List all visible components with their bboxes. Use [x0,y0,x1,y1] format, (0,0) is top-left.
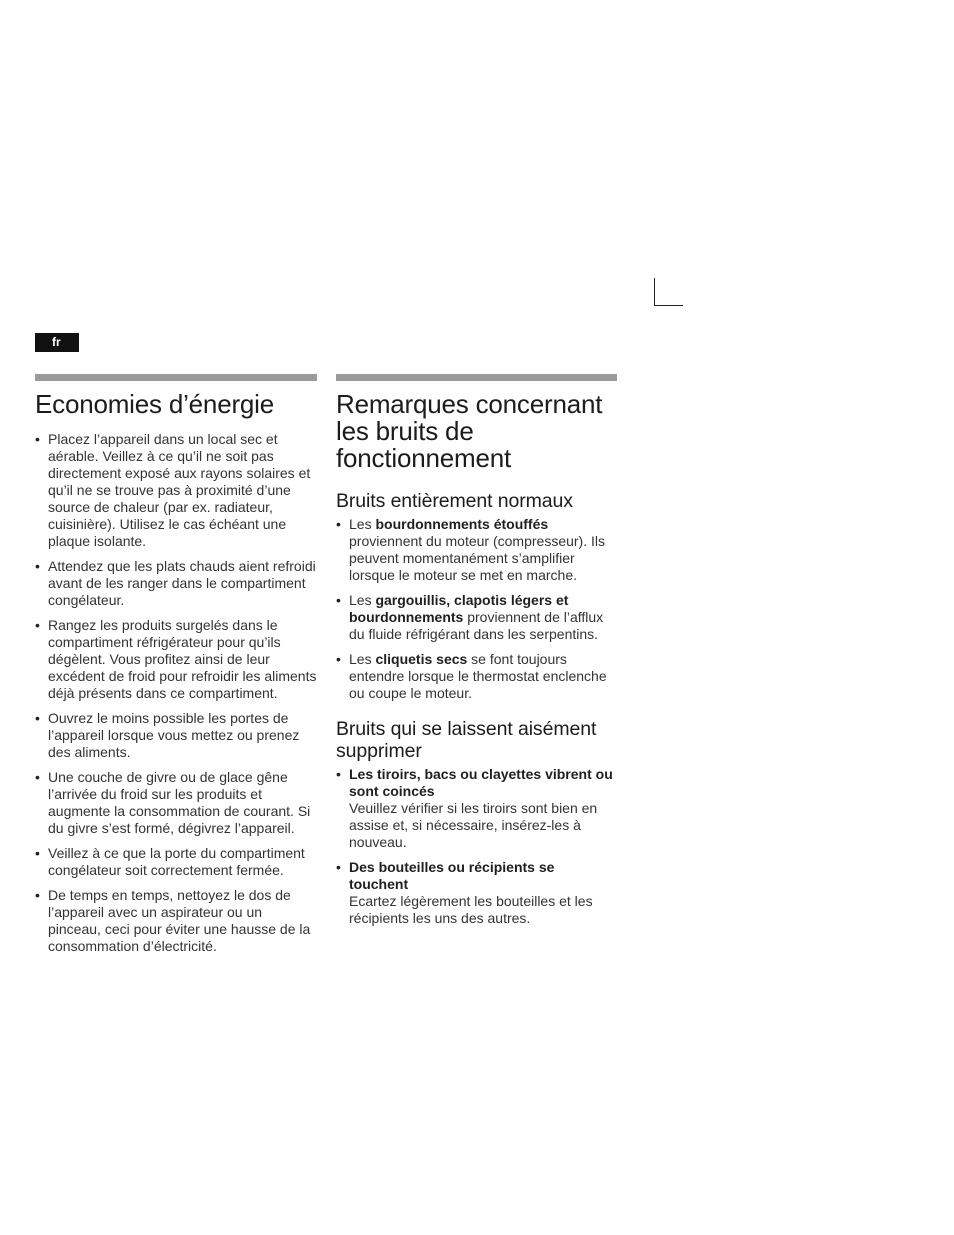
noise-remarks-column [336,374,617,935]
section-rule [35,374,317,381]
normal-noises-list [336,516,617,702]
list-item: • Attendez que les plats chauds aient refroidi avant de les ranger dans le compartiment congélateur. [35,558,317,609]
list-item: • Des bouteilles ou récipients se touchent Ecartez légèrement les bouteilles et les récipients les uns des autres. [336,859,617,927]
list-item: • Veillez à ce que la porte du compartiment congélateur soit correctement fermée. [35,845,317,879]
list-item: • Placez l’appareil dans un local sec et aérable. Veillez à ce qu’il ne soit pas directement exposé aux rayons solaires et qu’il ne se trouve pas à proximité d’une source de chaleur (par ex. radiateur, cuisinière). Utilisez le cas échéant une plaque isolante. [35,431,317,550]
list-item: • Les tiroirs, bacs ou clayettes vibrent ou sont coincés Veuillez vérifier si les tiroirs sont bien en assise et, si nécessaire, insérez-les à nouveau. [336,766,617,851]
energy-saving-title: Economies d’énergie [35,389,275,419]
language-badge: fr [35,333,79,352]
list-item: • Les bourdonnements étouffés proviennent du moteur (compresseur). Ils peuvent momentanément s’amplifier lorsque le moteur se met en marche. [336,516,617,584]
avoidable-noises-list [336,766,617,927]
list-item: • Une couche de givre ou de glace gêne l’arrivée du froid sur les produits et augmente la consommation de courant. Si du givre s’est formé, dégivrez l’appareil. [35,769,317,837]
noise-remarks-title: Remarques concernant les bruits de fonctionnement [336,389,603,473]
normal-noises-heading: Bruits entièrement normaux [336,490,573,512]
list-item: • Les cliquetis secs se font toujours entendre lorsque le thermostat enclenche ou coupe le moteur. [336,651,617,702]
section-rule [336,374,617,381]
list-item: • De temps en temps, nettoyez le dos de l’appareil avec un aspirateur ou un pinceau, ceci pour éviter une hausse de la consommation d’électricité. [35,887,317,955]
list-item: • Ouvrez le moins possible les portes de l’appareil lorsque vous mettez ou prenez des aliments. [35,710,317,761]
energy-saving-column [35,374,317,963]
energy-saving-list [35,431,317,955]
avoidable-noises-heading: Bruits qui se laissent aisément supprimer [336,718,597,762]
list-item: • Les gargouillis, clapotis légers et bourdonnements proviennent de l’afflux du fluide réfrigérant dans les serpentins. [336,592,617,643]
list-item: • Rangez les produits surgelés dans le compartiment réfrigérateur pour qu’ils dégèlent. Vous profitez ainsi de leur excédent de froid pour refroidir les aliments déjà présents dans ce compartiment. [35,617,317,702]
crop-mark [654,278,683,306]
